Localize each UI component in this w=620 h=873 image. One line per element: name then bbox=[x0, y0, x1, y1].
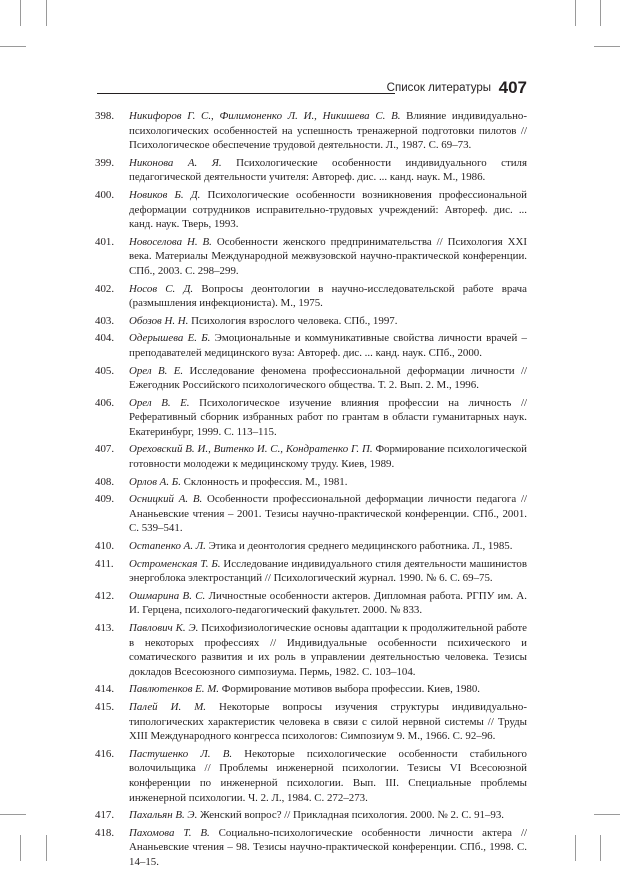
reference-text: Вопросы деонтологии в научно-исследовательской работе врача (размышления инфекциониста). М., 1975. bbox=[129, 282, 527, 310]
reference-number: 411. bbox=[95, 557, 114, 570]
crop-mark bbox=[575, 835, 576, 861]
page-number: 407 bbox=[498, 78, 527, 97]
reference-item bbox=[95, 188, 527, 232]
reference-text: Эмоциональные и коммуникативные свойства личности врачей – преподавателей медицинского вуза: Автореф. дис. ... канд. наук. СПб., 2000. bbox=[129, 332, 527, 359]
reference-text: Некоторые психологические особенности стабильного волочильщика // Проблемы инженерной психологии. Тезисы VI Всесоюзной конференции по инженерной психологии. Вып. III. Специальные проблемы инженерной психологии. Ч. 2. Л., 1984. С. 272–273. bbox=[129, 747, 527, 804]
reference-text: Психофизиологические основы адаптации к продолжительной работе в некоторых профессиях // Индивидуальные особенности психического и соматического развития и их роль в управлении деятельностью человека. Тезисы докладов Всесоюзного симпозиума. Пермь, 1982. С. 103–104. bbox=[129, 622, 527, 678]
reference-text: Психологические особенности индивидуального стиля педагогической деятельности учителя: Автореф. дис. ... канд. наук. М., 1986. bbox=[129, 156, 527, 184]
reference-number: 398. bbox=[95, 110, 115, 122]
reference-author: Палей И. М. bbox=[129, 700, 207, 713]
reference-list bbox=[95, 109, 527, 873]
reference-text: Формирование мотивов выбора профессии. Киев, 1980. bbox=[219, 683, 481, 696]
reference-number: 415. bbox=[95, 700, 115, 713]
reference-item bbox=[95, 109, 527, 153]
reference-number: 418. bbox=[95, 826, 115, 839]
reference-item bbox=[95, 557, 527, 586]
reference-text: Этика и деонтология среднего медицинского работника. Л., 1985. bbox=[205, 540, 513, 553]
reference-author: Пахомова Т. В. bbox=[129, 826, 210, 839]
reference-item bbox=[95, 442, 527, 471]
reference-author: Павлютенков Е. М. bbox=[129, 683, 220, 696]
crop-mark bbox=[600, 835, 601, 861]
reference-author: Никонова А. Я. bbox=[129, 156, 222, 169]
reference-author: Остроменская Т. Б. bbox=[129, 557, 221, 570]
reference-text: Исследование феномена профессиональной деформации личности // Ежегодник Российского психологического общества. Т. 2. Вып. 2. М., 1996. bbox=[129, 364, 527, 392]
crop-mark bbox=[46, 835, 47, 861]
reference-text: Особенности женского предпринимательства // Психология XXI века. Материалы Международной межвузовской научно-практической конференции. СПб., 2003. С. 298–299. bbox=[129, 235, 527, 277]
reference-author: Орлов А. Б. bbox=[129, 475, 181, 488]
reference-number: 413. bbox=[95, 622, 115, 634]
reference-author: Остапенко А. Л. bbox=[129, 540, 206, 553]
reference-item bbox=[95, 589, 527, 618]
reference-author: Ореховский В. И., Витенко И. С., Кондратенко Г. П. bbox=[129, 443, 373, 456]
reference-number: 408. bbox=[95, 475, 115, 488]
reference-text: Психология взрослого человека. СПб., 1997. bbox=[188, 314, 398, 327]
reference-item bbox=[95, 682, 527, 697]
reference-number: 406. bbox=[95, 396, 115, 409]
reference-author: Носов С. Д. bbox=[129, 282, 194, 295]
reference-text: Социально-психологические особенности личности актера // Ананьевские чтения – 98. Тезисы научно-практической конференции. СПб., 1998. С. 14–15. bbox=[129, 826, 527, 868]
reference-text: Личностные особенности актеров. Дипломная работа. РГПУ им. А. И. Герцена, психолого-педагогический факультет. 2000. № 833. bbox=[129, 589, 527, 617]
reference-item bbox=[95, 314, 527, 329]
reference-author: Ошмарина В. С. bbox=[129, 589, 206, 602]
reference-number: 403. bbox=[95, 314, 115, 327]
reference-item bbox=[95, 826, 527, 870]
crop-mark bbox=[20, 835, 21, 861]
reference-item bbox=[95, 539, 527, 554]
reference-number: 414. bbox=[95, 683, 115, 696]
reference-author: Орел В. Е. bbox=[129, 364, 184, 377]
section-title: Список литературы bbox=[386, 82, 491, 94]
reference-number: 410. bbox=[95, 540, 115, 553]
reference-author: Павлович К. Э. bbox=[129, 622, 199, 634]
reference-item bbox=[95, 621, 527, 679]
crop-mark bbox=[594, 46, 620, 47]
reference-item bbox=[95, 156, 527, 185]
reference-text: Женский вопрос? // Прикладная психология. 2000. № 2. С. 91–93. bbox=[197, 809, 505, 822]
reference-item bbox=[95, 235, 527, 279]
reference-number: 401. bbox=[95, 235, 115, 248]
reference-number: 407. bbox=[95, 443, 115, 456]
reference-author: Никифоров Г. С., Филимоненко Л. И., Никишева С. В. bbox=[129, 110, 401, 122]
reference-author: Новоселова Н. В. bbox=[129, 235, 212, 248]
reference-number: 400. bbox=[95, 188, 115, 201]
reference-number: 417. bbox=[95, 809, 115, 822]
reference-author: Орел В. Е. bbox=[129, 396, 190, 409]
reference-item bbox=[95, 396, 527, 440]
reference-author: Обозов Н. Н. bbox=[129, 314, 189, 327]
reference-text: Исследование индивидуального стиля деятельности машинистов энергоблока электростанций // Психологический журнал. 1990. № 6. С. 69–75. bbox=[129, 557, 527, 585]
reference-item bbox=[95, 331, 527, 360]
reference-item bbox=[95, 364, 527, 393]
header-rule bbox=[97, 93, 395, 94]
reference-number: 412. bbox=[95, 589, 115, 602]
reference-text: Формирование психологической готовности молодежи к медицинскому труду. Киев, 1989. bbox=[129, 443, 527, 471]
reference-number: 416. bbox=[95, 747, 115, 760]
crop-mark bbox=[594, 814, 620, 815]
reference-number: 405. bbox=[95, 364, 115, 377]
reference-number: 402. bbox=[95, 282, 115, 295]
reference-item bbox=[95, 475, 527, 490]
reference-item bbox=[95, 700, 527, 744]
running-header bbox=[97, 80, 527, 98]
crop-mark bbox=[600, 0, 601, 26]
reference-text: Психологические особенности возникновения профессиональной деформации сотрудников исправительно-трудовых учреждений: Автореф. дис. ... канд. наук. Тверь, 1993. bbox=[129, 188, 527, 231]
crop-mark bbox=[575, 0, 576, 26]
reference-text: Влияние индивидуально-психологических особенностей на успешность тренажерной подготовки пилотов // Психологическое обеспечение трудовой деятельности. Л., 1987. С. 69–73. bbox=[129, 110, 528, 152]
reference-number: 409. bbox=[95, 493, 115, 506]
reference-text: Психологическое изучение влияния профессии на личность // Реферативный сборник избранных работ по грантам в области гуманитарных наук. Екатеринбург, 1999. С. 113–115. bbox=[129, 396, 527, 438]
reference-item bbox=[95, 492, 527, 536]
reference-author: Осницкий А. В. bbox=[129, 493, 203, 506]
reference-item bbox=[95, 747, 527, 805]
reference-author: Пастушенко Л. В. bbox=[129, 747, 233, 760]
reference-item bbox=[95, 282, 527, 311]
reference-number: 399. bbox=[95, 156, 115, 169]
crop-mark bbox=[46, 0, 47, 26]
reference-text: Некоторые вопросы изучения структуры индивидуально-типологических характеристик человека в связи с силой нервной системы // Труды XIII Международного конгресса психологов: Симпозиум 9. М., 1966. С. 92–96. bbox=[129, 700, 528, 743]
reference-text: Особенности профессиональной деформации личности педагога // Ананьевские чтения – 2001. Тезисы научно-практической конференции. СПб., 2001. С. 539–541. bbox=[129, 493, 527, 535]
reference-text: Склонность и профессия. М., 1981. bbox=[180, 475, 348, 488]
crop-mark bbox=[20, 0, 21, 26]
crop-mark bbox=[0, 46, 26, 47]
reference-author: Одерышева Е. Б. bbox=[129, 332, 211, 345]
reference-number: 404. bbox=[95, 332, 115, 345]
crop-mark bbox=[0, 814, 26, 815]
reference-item bbox=[95, 808, 527, 823]
reference-author: Пахальян В. Э. bbox=[129, 809, 198, 822]
reference-author: Новиков Б. Д. bbox=[129, 188, 201, 201]
